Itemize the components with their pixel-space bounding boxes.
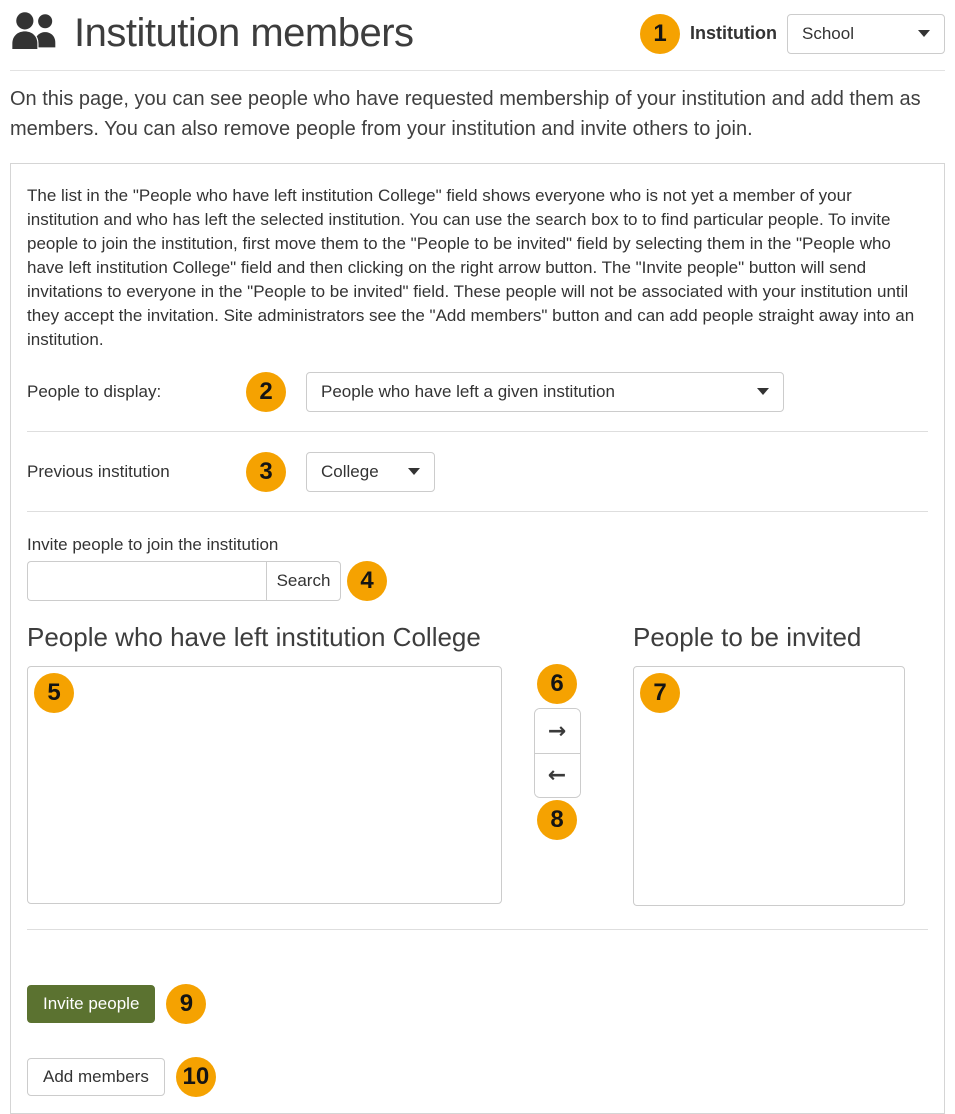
divider (27, 511, 928, 512)
dual-list-section (27, 621, 928, 906)
people-to-invite-listbox[interactable] (633, 666, 905, 906)
annotation-badge-7: 7 (640, 673, 680, 713)
annotation-badge-8: 8 (537, 800, 577, 840)
arrow-right-icon: → (547, 718, 567, 744)
move-button-group (534, 708, 581, 798)
add-members-button[interactable]: Add members (27, 1058, 165, 1096)
people-to-display-row (27, 352, 928, 431)
chevron-down-icon (408, 468, 420, 475)
right-list-heading: People to be invited (633, 622, 862, 652)
panel-explanation: The list in the "People who have left institution College" field shows everyone who is not yet a member of your institution and who has left the selected institution. You can use the search box to to find particular people. To invite people to join the institution, first move them to the "People to be invited" field by selecting them in the "People who have left institution College" field and then clicking on the right arrow button. The "Invite people" button will send invitations to everyone in the "People to be invited" field. These people will not be associated with your institution until they accept the invitation. Site administrators see the "Add members" button and can add people straight away into an institution. (27, 186, 915, 349)
previous-institution-label: Previous institution (27, 461, 170, 481)
annotation-badge-6: 6 (537, 664, 577, 704)
page-title: Institution members (74, 11, 414, 55)
arrow-left-icon: ← (547, 763, 567, 788)
chevron-down-icon (918, 30, 930, 37)
chevron-down-icon (757, 388, 769, 395)
people-to-display-value: People who have left a given institution (321, 381, 615, 401)
annotation-badge-4: 4 (347, 561, 387, 601)
left-list-heading: People who have left institution College (27, 622, 481, 652)
institution-select-value: School (802, 23, 854, 43)
people-to-display-label: People to display: (27, 381, 162, 401)
annotation-badge-1: 1 (640, 14, 680, 54)
search-label: Invite people to join the institution (27, 535, 279, 554)
search-button[interactable]: Search (266, 561, 341, 601)
annotation-badge-3: 3 (246, 452, 286, 492)
annotation-badge-10: 10 (176, 1057, 216, 1097)
previous-institution-value: College (321, 461, 379, 481)
search-row (27, 561, 928, 601)
right-list-column (633, 621, 905, 906)
institution-select[interactable] (787, 14, 945, 54)
institution-switcher (640, 14, 945, 54)
title-wrap (10, 10, 414, 57)
annotation-badge-9: 9 (166, 984, 206, 1024)
annotation-badge-5: 5 (34, 673, 74, 713)
members-panel (10, 163, 945, 1114)
left-list-column (27, 621, 502, 906)
page-header (10, 0, 945, 71)
move-right-button[interactable] (535, 709, 580, 753)
invite-row (27, 984, 928, 1024)
people-icon (10, 10, 60, 57)
move-left-button[interactable] (535, 753, 580, 797)
intro-text: On this page, you can see people who have requested membership of your institution and add them as members. You can also remove people from your institution and invite others to join. (10, 88, 921, 140)
divider (27, 929, 928, 930)
people-left-listbox[interactable] (27, 666, 502, 904)
annotation-badge-2: 2 (246, 372, 286, 412)
invite-people-button[interactable]: Invite people (27, 985, 155, 1023)
move-buttons-column (502, 621, 612, 906)
add-members-row (27, 1057, 928, 1097)
people-to-display-select[interactable] (306, 372, 784, 412)
institution-label: Institution (690, 23, 777, 43)
previous-institution-select[interactable] (306, 452, 435, 492)
previous-institution-row (27, 432, 928, 511)
search-input[interactable] (27, 561, 266, 601)
search-block (27, 535, 928, 601)
